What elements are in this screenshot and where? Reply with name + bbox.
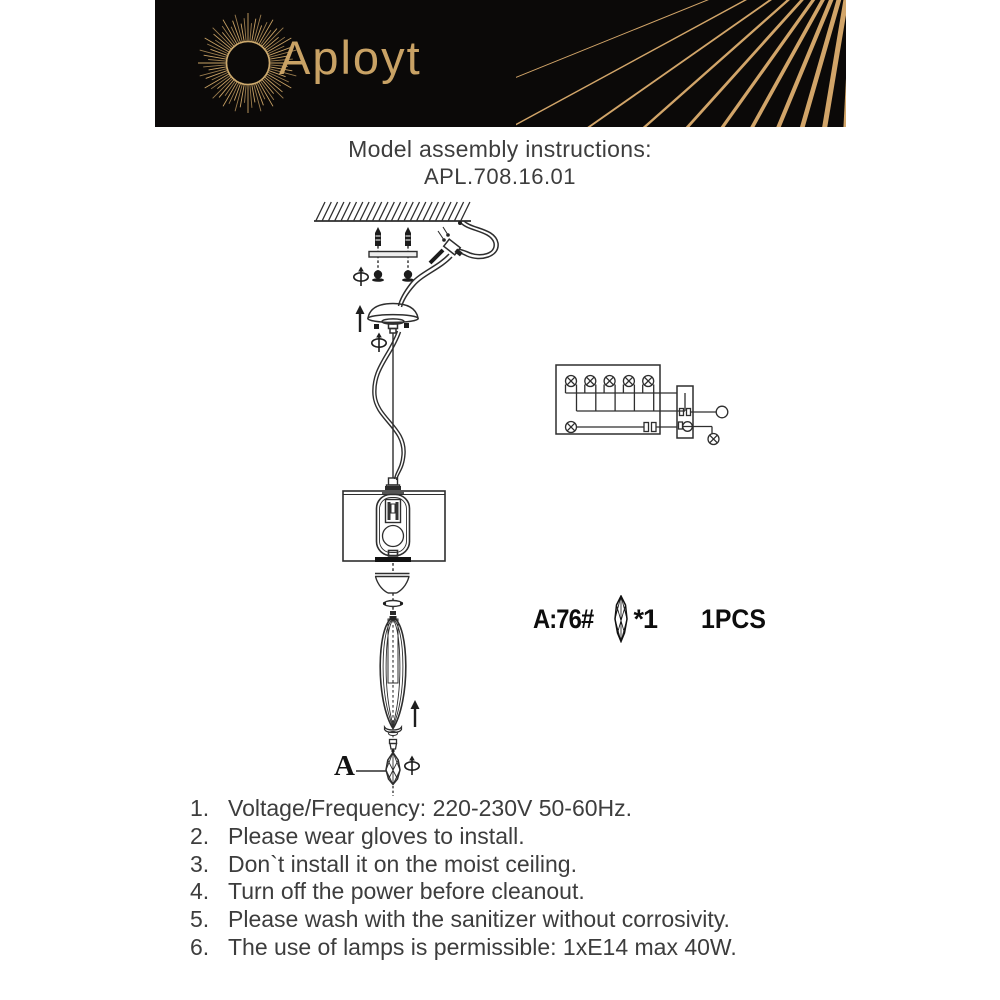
lamp-symbol: [708, 434, 719, 445]
crystal-pendant: [356, 740, 400, 797]
suspension-cord: [373, 331, 405, 490]
mounting-screws: [369, 227, 417, 282]
light-bulb: [383, 526, 404, 547]
page-title: Model assembly instructions:: [348, 136, 652, 162]
lamp-symbol: [604, 376, 615, 387]
lamp-symbol: [643, 376, 654, 387]
lamp-socket: [386, 500, 401, 523]
instruction-item: 2. Please wear gloves to install.: [190, 822, 525, 849]
lampshade: [343, 486, 445, 562]
instruction-item: 5. Please wash with the sanitizer without corrosivity.: [190, 906, 730, 933]
lamp-symbol: [585, 376, 596, 387]
lamp-symbol: [566, 422, 577, 433]
rotation-icon: [372, 333, 386, 353]
part-total: 1PCS: [701, 603, 766, 634]
part-code: A:76#: [533, 603, 594, 634]
instruction-item: 3. Don`t install it on the moist ceiling.: [190, 850, 577, 877]
instruction-list: [190, 795, 737, 962]
shade-holder-funnel: [375, 563, 410, 617]
crystal-icon: [612, 595, 630, 643]
lamp-symbol: [566, 376, 577, 387]
part-marker-label: A: [334, 750, 355, 782]
wire-connector: [399, 221, 499, 307]
mounting-bracket: [369, 252, 417, 258]
instruction-item: 1. Voltage/Frequency: 220-230V 50-60Hz.: [190, 795, 633, 821]
part-legend: [533, 595, 772, 643]
glass-drop: [380, 616, 406, 740]
brand-name: Aployt: [279, 31, 422, 84]
ground-symbol: [716, 406, 728, 418]
wiring-diagram: [556, 365, 728, 445]
instruction-item: 4. Turn off the power before cleanout.: [190, 878, 585, 905]
lamp-symbol: [623, 376, 634, 387]
instruction-item: 6. The use of lamps is permissible: 1xE14 max 40W.: [190, 933, 737, 960]
canopy: [368, 304, 418, 334]
up-arrow-icon: [411, 700, 420, 727]
ceiling-hatch: [314, 202, 471, 221]
up-arrow-icon: [356, 305, 365, 332]
rotation-icon: [354, 267, 368, 287]
model-number: APL.708.16.01: [423, 164, 577, 189]
part-qty: *1: [633, 603, 658, 634]
rotation-icon: [405, 756, 419, 776]
